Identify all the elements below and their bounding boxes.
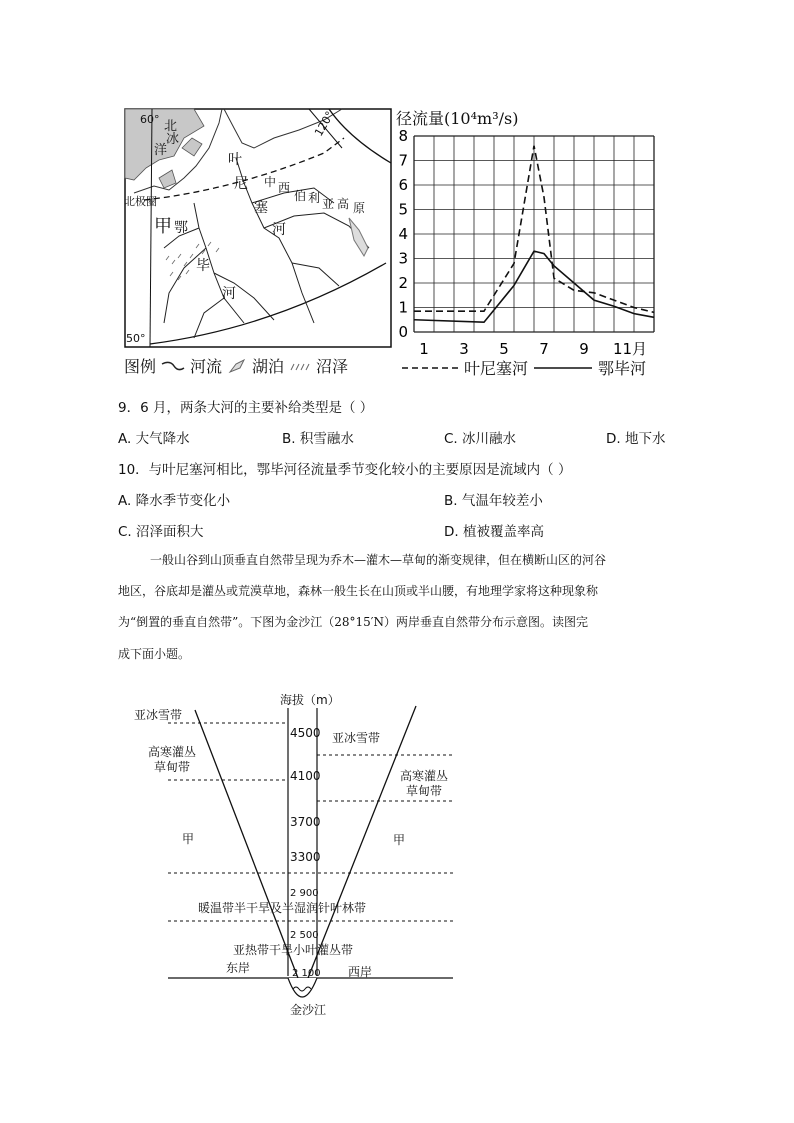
x-tick-label: 1	[419, 340, 429, 356]
passage-line-2: 地区，谷底却是灌丛或荒漠草地，森林一般生长在山顶或半山腰，有地理学家将这种现象称	[118, 584, 599, 598]
q9-option-a[interactable]: A. 大气降水	[118, 431, 190, 447]
altitude-3700: 3700	[290, 815, 321, 829]
map-label-north2: 冰	[166, 132, 180, 147]
map-label-arctic-circle: 北极圈	[124, 195, 157, 208]
map-label-lat50: 50°	[126, 332, 146, 345]
map-label-ye1: 叶	[228, 152, 242, 168]
passage-line-1: 一般山谷到山顶垂直自然带呈现为乔木—灌木—草甸的渐变规律，但在横断山区的河谷	[150, 553, 607, 567]
y-tick-label: 0	[398, 323, 408, 341]
jinsha-river-label: 金沙江	[290, 1003, 327, 1017]
left-jia: 甲	[182, 832, 195, 846]
legend-lake: 湖泊	[252, 357, 285, 376]
passage-line-3: 为“倒置的垂直自然带”。下图为金沙江（28°15′N）两岸垂直自然带分布示意图。读图完	[118, 615, 589, 629]
x-tick-label: 9	[579, 340, 589, 356]
map-label-lat60: 60°	[140, 113, 160, 126]
dashed-line-legend-icon	[402, 363, 458, 373]
q10-option-d[interactable]: D. 植被覆盖率高	[444, 524, 544, 540]
siberia-map	[124, 108, 392, 348]
altitude-2500: 2 500	[290, 930, 319, 941]
y-tick-label: 8	[398, 128, 408, 145]
map-label-jia: 甲	[154, 216, 172, 237]
y-tick-label: 7	[398, 151, 408, 170]
right-jia: 甲	[393, 833, 406, 847]
map-label-north1: 北	[164, 119, 178, 134]
q10-option-b[interactable]: B. 气温年较差小	[444, 493, 543, 509]
y-tick-label: 4	[398, 225, 408, 243]
q9-stem: 9．6 月，两条大河的主要补给类型是（ ）	[118, 400, 374, 416]
map-label-sib1: 中	[264, 175, 277, 189]
y-tick-label: 1	[398, 298, 408, 317]
x-tick-label: 11月	[612, 340, 648, 356]
x-tick-label: 5	[499, 340, 509, 356]
y-tick-label: 3	[398, 249, 408, 268]
map-label-e2: 毕	[196, 258, 210, 274]
x-tick-label: 7	[539, 340, 549, 356]
map-label-north3: 洋	[154, 143, 168, 158]
q9-option-d[interactable]: D. 地下水	[606, 431, 666, 447]
altitude-4500: 4500	[290, 726, 321, 740]
right-alpine-belt-2: 草甸带	[406, 784, 443, 798]
legend-river: 河流	[190, 357, 223, 376]
left-alpine-belt-2: 草甸带	[154, 760, 191, 774]
map-label-ye4: 河	[272, 222, 286, 238]
map-label-ye3: 塞	[254, 200, 268, 216]
vertical-zone-diagram	[120, 686, 460, 1026]
chart-legend	[402, 356, 646, 379]
west-bank-label: 西岸	[348, 965, 373, 979]
runoff-chart	[396, 128, 658, 356]
map-label-sib6: 高	[337, 197, 350, 211]
warm-temperate-belt: 暖温带半干旱及半湿润针叶林带	[198, 901, 367, 915]
altitude-2100: 2 100	[292, 968, 321, 979]
map-label-sib4: 利	[308, 191, 321, 205]
river-legend-icon	[160, 358, 186, 374]
map-label-e3: 河	[222, 286, 236, 302]
q9-option-c[interactable]: C. 冰川融水	[444, 431, 517, 447]
q10-option-a[interactable]: A. 降水季节变化小	[118, 493, 231, 509]
altitude-4100: 4100	[290, 769, 321, 783]
q10-stem: 10．与叶尼塞河相比，鄂毕河径流量季节变化较小的主要原因是流域内（ ）	[118, 462, 572, 478]
map-label-sib2: 西	[278, 181, 291, 195]
right-alpine-belt-1: 高寒灌丛	[400, 769, 449, 783]
passage-line-4: 成下面小题。	[118, 647, 191, 661]
solid-line-legend-icon	[534, 363, 592, 373]
altitude-3300: 3300	[290, 850, 321, 864]
map-label-ye2: 尼	[234, 176, 248, 192]
east-bank-label: 东岸	[226, 961, 251, 975]
legend-title: 图例	[124, 357, 157, 376]
subtropical-belt: 亚热带干旱小叶灌丛带	[233, 943, 354, 957]
map-label-lon120: 120°	[312, 109, 337, 139]
swamp-legend-icon	[288, 358, 312, 374]
altitude-axis-label: 海拔（m）	[280, 693, 340, 707]
map-label-e1: 鄂	[174, 220, 188, 236]
left-alpine-belt-1: 高寒灌丛	[148, 745, 197, 759]
right-subice-belt: 亚冰雪带	[332, 731, 381, 745]
map-label-sib3: 伯	[294, 189, 307, 203]
y-tick-label: 2	[398, 274, 408, 292]
legend-swamp: 沼泽	[316, 357, 349, 376]
y-tick-label: 5	[398, 200, 408, 219]
map-label-sib7: 原	[353, 201, 366, 215]
q10-option-c[interactable]: C. 沼泽面积大	[118, 524, 204, 540]
altitude-2900: 2 900	[290, 888, 319, 899]
q9-option-b[interactable]: B. 积雪融水	[282, 431, 354, 447]
x-tick-label: 3	[459, 340, 469, 356]
left-subice-belt: 亚冰雪带	[134, 708, 183, 722]
chart-title: 径流量(10⁴m³/s)	[396, 109, 519, 128]
y-tick-label: 6	[398, 176, 408, 194]
legend-ob: 鄂毕河	[598, 359, 647, 378]
map-label-sib5: 亚	[322, 197, 335, 211]
lake-legend-icon	[226, 358, 248, 374]
legend-yenisei: 叶尼塞河	[464, 359, 529, 378]
map-legend	[124, 354, 348, 377]
